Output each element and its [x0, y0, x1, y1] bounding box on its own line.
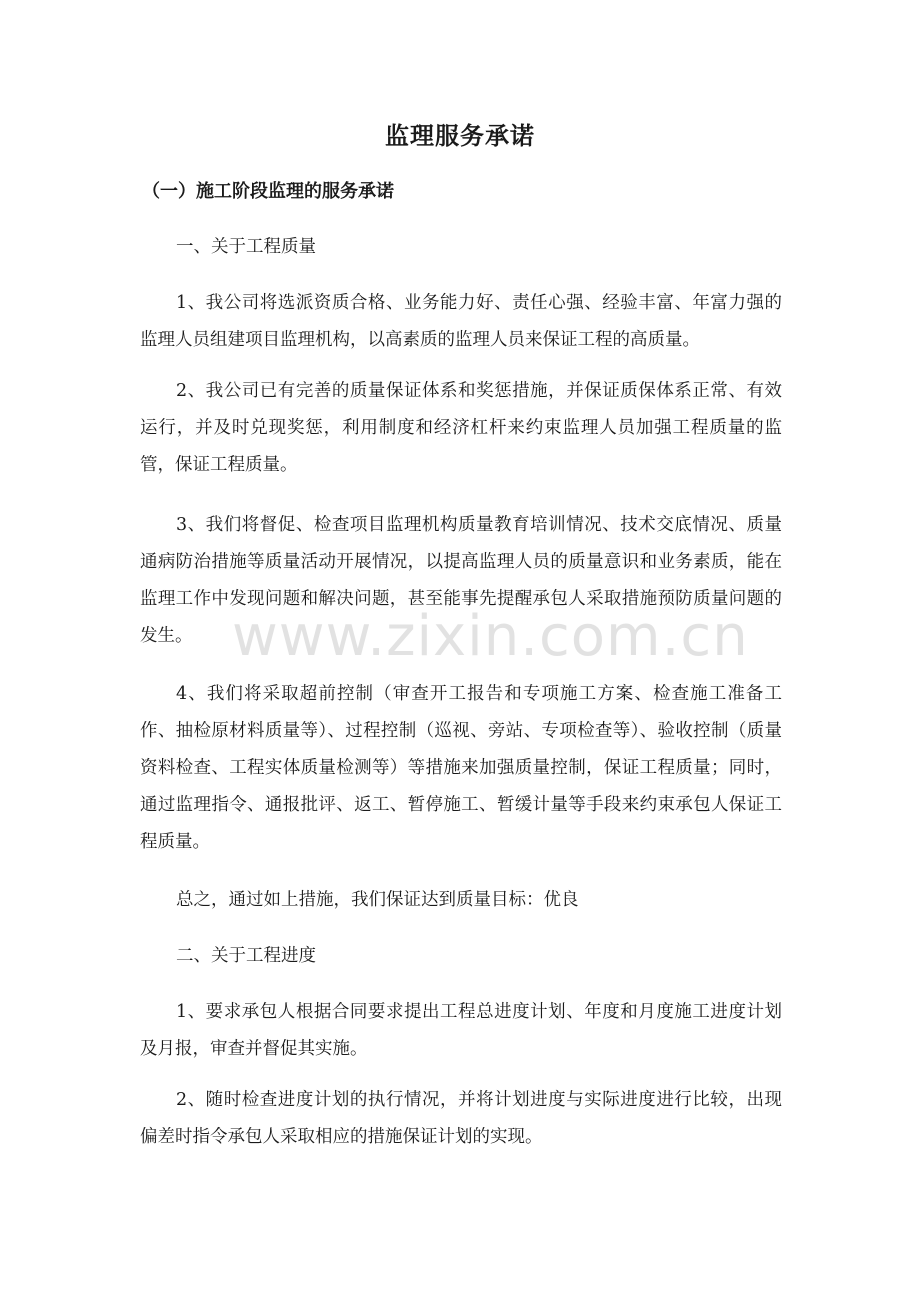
paragraph-quality-2: 2、我公司已有完善的质量保证体系和奖惩措施，并保证质保体系正常、有效运行，并及时兑现奖惩，利用制度和经济杠杆来约束监理人员加强工程质量的监管，保证工程质量。	[140, 381, 782, 475]
paragraph-progress-1: 1、要求承包人根据合同要求提出工程总进度计划、年度和月度施工进度计划及月报，审查并督促其实施。	[140, 1002, 782, 1059]
paragraph-quality-summary: 总之，通过如上措施，我们保证达到质量目标：优良	[176, 890, 579, 910]
document-title: 监理服务承诺	[385, 121, 535, 150]
paragraph-quality-4: 4、我们将采取超前控制（审查开工报告和专项施工方案、检查施工准备工作、抽检原材料质量等）、过程控制（巡视、旁站、专项检查等）、验收控制（质量资料检查、工程实体质量检测等）等措施来加强质量控制，保证工程质量；同时，通过监理指令、通报批评、返工、暂停施工、暂缓计量等手段来约束承包人保证工程质量。	[140, 684, 782, 852]
subheading-quality: 一、关于工程质量	[176, 237, 316, 257]
paragraph-progress-2: 2、随时检查进度计划的执行情况，并将计划进度与实际进度进行比较，出现偏差时指令承包人采取相应的措施保证计划的实现。	[140, 1090, 782, 1147]
watermark-text: www.zixin.com.cn	[232, 604, 749, 669]
paragraph-quality-3: 3、我们将督促、检查项目监理机构质量教育培训情况、技术交底情况、质量通病防治措施等质量活动开展情况，以提高监理人员的质量意识和业务素质，能在监理工作中发现问题和解决问题，甚至能事先提醒承包人采取措施预防质量问题的发生。	[140, 515, 782, 646]
section-heading: （一）施工阶段监理的服务承诺	[142, 181, 394, 202]
paragraph-quality-1: 1、我公司将选派资质合格、业务能力好、责任心强、经验丰富、年富力强的监理人员组建项目监理机构，以高素质的监理人员来保证工程的高质量。	[140, 293, 782, 350]
subheading-progress: 二、关于工程进度	[176, 946, 316, 966]
